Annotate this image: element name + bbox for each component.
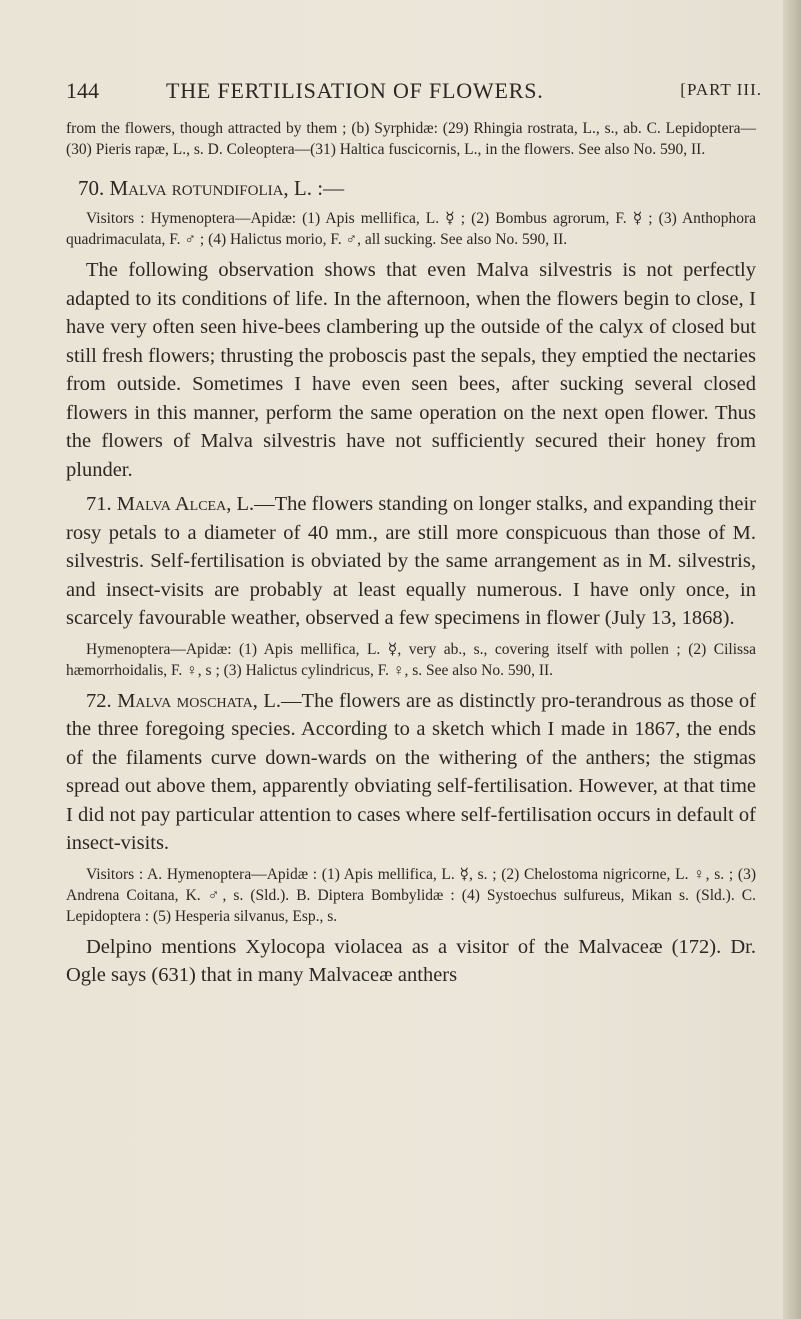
section-70-species: Malva rotundifolia, L.	[109, 176, 313, 200]
part-label: [PART III.	[680, 80, 762, 99]
section-71-visitors: Hymenoptera—Apidæ: (1) Apis mellifica, L. ☿, very ab., s., covering itself with pollen ; (2) Cilissa hæmorrhoidalis, F. ♀, s ; (3) Halictus cylindricus, F. ♀, s. See also No. 590, II.	[66, 640, 756, 679]
section-72-paragraph	[66, 687, 756, 858]
section-71-paragraph	[66, 490, 756, 633]
page-number: 144	[66, 78, 99, 103]
section-72-body: —The flowers are as distinctly pro-terandrous as those of the three foregoing species. According to a sketch which I made in 1867, the ends of the filaments curve down-wards on the withering of the anthers; the stigmas spread out above them, apparently obviating self-fertilisation. However, at that time I did not pay particular attention to cases where self-fertilisation occurs in default of insect-visits.	[66, 689, 756, 854]
section-72-species: Malva moschata, L.	[117, 689, 282, 712]
section-70-visitors: Visitors : Hymenoptera—Apidæ: (1) Apis mellifica, L. ☿ ; (2) Bombus agrorum, F. ☿ ; (3) Anthophora quadrimaculata, F. ♂ ; (4) Halictus morio, F. ♂, all sucking. See also No. 590, II.	[66, 210, 756, 248]
section-70-body: The following observation shows that even Malva silvestris is not perfectly adapted to its conditions of life. In the afternoon, when the flowers begin to close, I have very often seen hive-bees clambering up the outside of the calyx of closed but still fresh flowers; thrusting the proboscis past the sepals, they emptied the nectaries from outside. Sometimes I have even seen bees, after sucking several closed flowers in this manner, perform the same operation on the next open flower. Thus the flowers of Malva silvestris have not sufficiently secured their honey from plunder.	[66, 259, 756, 481]
section-71-number: 71.	[86, 493, 112, 515]
section-70-heading: 70. Malva rotundifolia, L. :—	[78, 176, 345, 200]
continued-visitor-list: from the flowers, though attracted by them ; (b) Syrphidæ: (29) Rhingia rostrata, L., s., ab. C. Lepidoptera—(30) Pieris rapæ, L., s. D. Coleoptera—(31) Haltica fuscicornis, L., in the flowers. See also No. 590, II.	[66, 120, 756, 158]
page-edge-shadow	[783, 0, 801, 1319]
section-71-body: —The flowers standing on longer stalks, and expanding their rosy petals to a diameter of 40 mm., are still more conspicuous than those of M. silvestris. Self-fertilisation is obviated by the same arrangement as in M. silvestris, and insect-visits are probably at least equally numerous. I have only once, in scarcely favourable weather, observed a few specimens in flower (July 13, 1868).	[66, 493, 756, 629]
running-title: THE FERTILISATION OF FLOWERS.	[166, 78, 544, 103]
closing-paragraph: Delpino mentions Xylocopa violacea as a visitor of the Malvaceæ (172). Dr. Ogle says (631) that in many Malvaceæ anthers	[66, 935, 756, 986]
running-header	[66, 78, 766, 110]
section-70-number: 70.	[78, 176, 105, 200]
section-71-species: Malva Alcea, L.	[116, 493, 255, 515]
section-72-number: 72.	[86, 689, 112, 712]
page-content	[66, 118, 756, 990]
section-72-visitors: Visitors : A. Hymenoptera—Apidæ : (1) Apis mellifica, L. ☿, s. ; (2) Chelostoma nigricorne, L. ♀, s. ; (3) Andrena Coitana, K. ♂, s. (Sld.). B. Diptera Bombylidæ : (4) Systoechus sulfureus, Mikan s. (Sld.). C. Lepidoptera : (5) Hesperia silvanus, Esp., s.	[66, 865, 756, 925]
